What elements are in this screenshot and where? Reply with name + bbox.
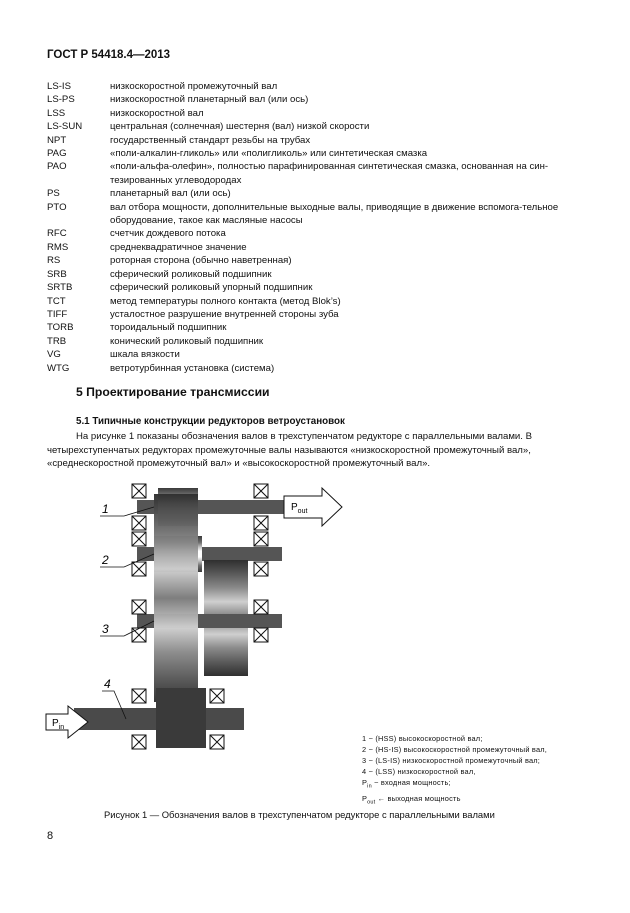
abbreviation-definition: низкоскоростной планетарный вал (или ось) [110, 94, 309, 106]
abbreviation-term: SRTB [47, 282, 73, 294]
abbreviation-term: TRB [47, 335, 67, 347]
legend-text: ~ входная мощность; [371, 778, 451, 788]
legend-text: ← выходная мощность [375, 793, 461, 803]
abbreviation-definition: «поли-алкалин-гликоль» или «полигликоль» или синтетическая смазка [110, 148, 428, 160]
abbreviation-term: PAG [47, 148, 67, 160]
bearing-icon [132, 484, 146, 498]
abbreviation-row [47, 134, 587, 147]
subsection-title: 5.1 Типичные конструкции редукторов ветроустановок [76, 416, 345, 427]
bearing-icon [132, 735, 146, 749]
abbreviation-row [47, 107, 587, 120]
figure-caption: Рисунок 1 — Обозначения валов в трехступенчатом редукторе с параллельными валами [104, 809, 495, 820]
abbreviation-row [47, 120, 587, 133]
bearing-icon [254, 628, 268, 642]
abbreviation-row [47, 160, 587, 187]
shaft-4-gear-hub [156, 688, 206, 748]
abbreviation-term: SRB [47, 268, 67, 280]
abbreviation-term: TORB [47, 322, 74, 334]
abbreviation-row [47, 80, 587, 93]
abbreviation-term: RS [47, 255, 61, 267]
abbreviation-term: RMS [47, 241, 69, 253]
abbreviation-term: VG [47, 349, 61, 361]
legend-symbol: P [362, 778, 368, 788]
legend-subscript: out [367, 799, 376, 806]
section-title: 5 Проектирование трансмиссии [76, 385, 270, 399]
abbreviation-definition: конический роликовый подшипник [110, 335, 264, 347]
abbreviation-row [47, 362, 587, 375]
abbreviation-definition: ветротурбинная установка (система) [110, 362, 275, 374]
abbreviation-definition: «поли-альфа-олефин», полностью парафинированная синтетическая смазка, основанная на син-тезированных углеводородах [110, 161, 549, 186]
abbreviation-term: LS-SUN [47, 121, 83, 133]
abbreviation-term: TCT [47, 295, 66, 307]
abbreviation-definition: планетарный вал (или ось) [110, 188, 231, 200]
abbreviation-term: WTG [47, 362, 70, 374]
bearing-icon [132, 600, 146, 614]
bearing-icon [132, 562, 146, 576]
abbreviation-row [47, 227, 587, 240]
legend-subscript: in [367, 783, 372, 790]
abbreviation-definition: сферический роликовый упорный подшипник [110, 282, 313, 294]
abbreviation-row [47, 335, 587, 348]
abbreviation-term: PAO [47, 161, 67, 173]
bearing-icon [254, 600, 268, 614]
power-output-arrow [284, 488, 342, 526]
abbreviation-row [47, 201, 587, 228]
abbreviation-term: LS-IS [47, 81, 71, 92]
abbreviation-row [47, 281, 587, 294]
abbreviation-term: LSS [47, 107, 66, 119]
abbreviation-definition: счетчик дождевого потока [110, 228, 226, 240]
shaft-4-assembly [74, 688, 244, 749]
document-header: ГОСТ Р 54418.4—2013 [47, 49, 171, 61]
legend-line: 1 ~ (HSS) высокоскоростной вал; [362, 734, 483, 743]
bearing-icon [254, 484, 268, 498]
abbreviation-term: RFC [47, 228, 67, 240]
bearing-icon [210, 689, 224, 703]
abbreviation-definition: шкала вязкости [110, 349, 180, 361]
bearing-icon [132, 516, 146, 530]
legend-line-pout [362, 793, 547, 809]
abbreviation-row [47, 308, 587, 321]
gearbox-figure [44, 476, 344, 786]
body-paragraph: На рисунке 1 показаны обозначения валов в трехступенчатом редукторе с параллельными валами. В четырехступенчатых редукторах промежуточные валы называются «низкоскоростной промежуточный вал», «среднескоростной промежуточный вал» и «высокоскоростной промежуточный вал». [47, 431, 533, 470]
abbreviation-term: PTO [47, 201, 67, 213]
abbreviation-row [47, 187, 587, 200]
abbreviation-definition: государственный стандарт резьбы на трубах [110, 134, 311, 146]
abbreviation-row [47, 321, 587, 334]
figure-legend [362, 733, 547, 809]
page-number: 8 [47, 830, 54, 842]
abbreviation-term: PS [47, 188, 60, 200]
abbreviation-definition: центральная (солнечная) шестерня (вал) низкой скорости [110, 121, 370, 133]
callout-number: 2 [102, 553, 109, 567]
bearing-icon [132, 628, 146, 642]
legend-line: 4 ~ (LSS) низкоскоростной вал, [362, 767, 476, 777]
abbreviation-definition: вал отбора мощности, дополнительные выходные валы, приводящие в движение вспомога-тельное оборудование, такое как масляные насосы [110, 201, 559, 227]
abbreviations-list [47, 80, 587, 375]
callout-number: 4 [104, 677, 111, 691]
abbreviation-row [47, 348, 587, 361]
abbreviation-definition: тороидальный подшипник [110, 322, 227, 334]
abbreviation-row [47, 147, 587, 160]
bearing-icon [254, 532, 268, 546]
abbreviation-definition: роторная сторона (обычно наветренная) [110, 255, 292, 267]
legend-line-pin [362, 777, 547, 793]
abbreviation-definition: метод температуры полного контакта (метод Blok’s) [110, 295, 341, 307]
callout-number: 1 [102, 502, 109, 516]
abbreviation-definition: сферический роликовый подшипник [110, 268, 272, 280]
abbreviation-term: LS-PS [47, 94, 75, 106]
abbreviation-definition: усталостное разрушение внутренней стороны зуба [110, 308, 339, 320]
abbreviation-row [47, 254, 587, 267]
shaft-3-gear [154, 494, 198, 702]
bearing-icon [254, 562, 268, 576]
abbreviation-row [47, 295, 587, 308]
abbreviation-definition: низкоскоростной вал [110, 107, 204, 119]
bearing-icon [210, 735, 224, 749]
bearing-icon [132, 689, 146, 703]
abbreviation-term: NPT [47, 134, 67, 146]
p-out-label: $P_{out}$ [291, 502, 308, 515]
p-in-label: $P_{in}$ [52, 718, 65, 731]
abbreviation-term: TIFF [47, 308, 68, 320]
abbreviation-row [47, 268, 587, 281]
abbreviation-definition: среднеквадратичное значение [110, 241, 247, 253]
abbreviation-definition: низкоскоростной промежуточный вал [110, 81, 278, 92]
legend-symbol: P [362, 793, 368, 803]
callout-number: 3 [102, 622, 109, 636]
abbreviation-row [47, 241, 587, 254]
bearing-icon [254, 516, 268, 530]
abbreviation-row [47, 93, 587, 106]
legend-line: 3 ~ (LS-IS) низкоскоростной промежуточный вал; [362, 756, 541, 766]
legend-line: 2 ~ (HS-IS) высокоскоростной промежуточный вал, [362, 745, 548, 755]
bearing-icon [132, 532, 146, 546]
